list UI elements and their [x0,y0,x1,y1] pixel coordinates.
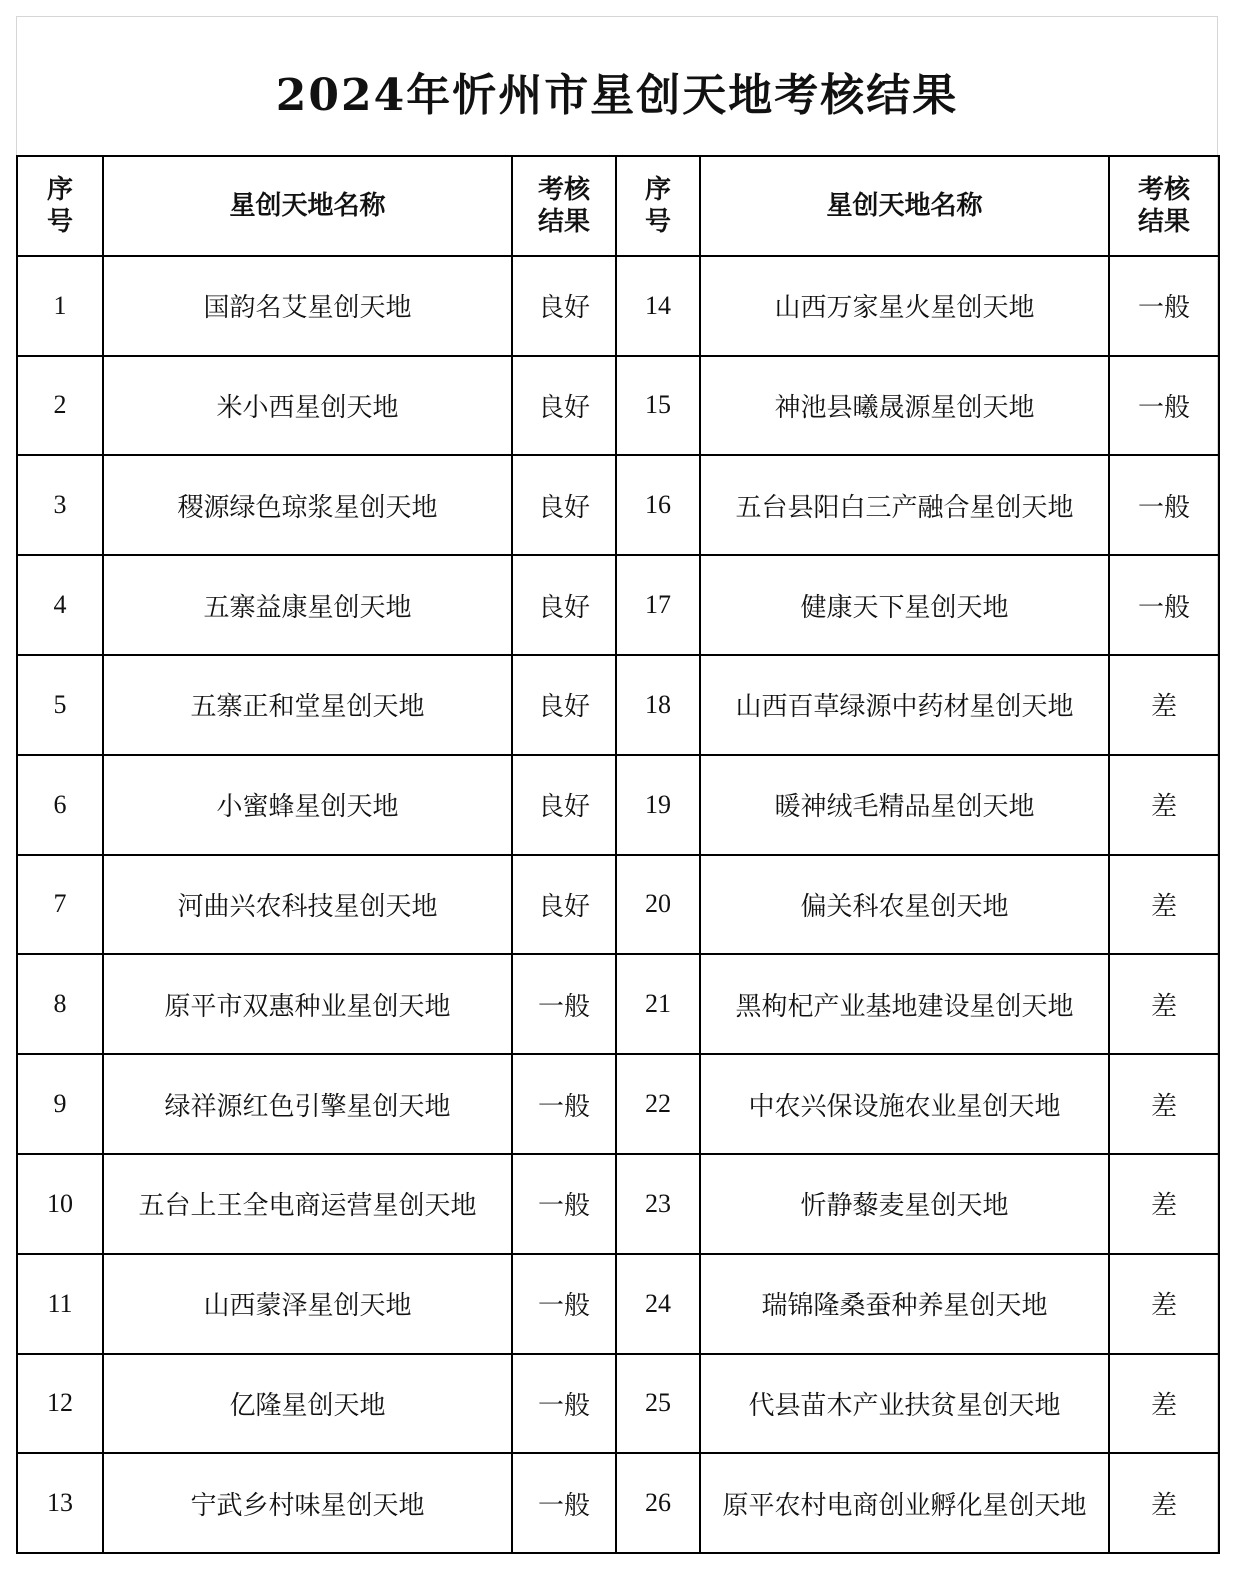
name-cell-left: 原平市双惠种业星创天地 [103,954,512,1054]
name-cell-right: 健康天下星创天地 [700,555,1109,655]
name-cell-right: 忻静藜麦星创天地 [700,1154,1109,1254]
header-result-line1: 考核 [537,174,590,205]
seq-cell-right: 24 [616,1254,700,1354]
seq-cell-left: 9 [17,1054,103,1154]
name-cell-right: 代县苗木产业扶贫星创天地 [700,1354,1109,1454]
seq-cell-right: 21 [616,954,700,1054]
seq-cell-right: 19 [616,755,700,855]
header-seq-line2: 号 [46,206,73,237]
name-cell-left: 五寨益康星创天地 [103,555,512,655]
seq-cell-right: 14 [616,256,700,356]
table-row [17,256,1219,356]
result-cell-left: 良好 [512,855,616,955]
results-table [16,155,1220,1554]
name-cell-left: 小蜜蜂星创天地 [103,755,512,855]
table-row [17,855,1219,955]
name-cell-left: 五台上王全电商运营星创天地 [103,1154,512,1254]
table-row [17,954,1219,1054]
table-row [17,1354,1219,1454]
name-cell-left: 国韵名艾星创天地 [103,256,512,356]
result-cell-right: 一般 [1109,356,1219,456]
seq-cell-left: 11 [17,1254,103,1354]
result-cell-right: 差 [1109,655,1219,755]
name-cell-left: 亿隆星创天地 [103,1354,512,1454]
table-row [17,555,1219,655]
result-cell-left: 一般 [512,1054,616,1154]
name-cell-left: 宁武乡村味星创天地 [103,1453,512,1553]
table-body [17,256,1219,1553]
table-row [17,1054,1219,1154]
name-cell-left: 山西蒙泽星创天地 [103,1254,512,1354]
page-title: 2024年忻州市星创天地考核结果 [275,70,959,121]
name-cell-right: 偏关科农星创天地 [700,855,1109,955]
table-row [17,455,1219,555]
result-cell-left: 良好 [512,356,616,456]
result-cell-right: 差 [1109,1254,1219,1354]
result-cell-right: 差 [1109,755,1219,855]
result-cell-right: 差 [1109,1354,1219,1454]
name-cell-left: 稷源绿色琼浆星创天地 [103,455,512,555]
name-cell-right: 瑞锦隆桑蚕种养星创天地 [700,1254,1109,1354]
result-cell-right: 差 [1109,1154,1219,1254]
seq-cell-left: 6 [17,755,103,855]
header-seq-line2: 号 [644,206,671,237]
name-cell-right: 山西万家星火星创天地 [700,256,1109,356]
seq-cell-left: 13 [17,1453,103,1553]
name-cell-right: 神池县曦晟源星创天地 [700,356,1109,456]
seq-cell-right: 20 [616,855,700,955]
seq-cell-right: 15 [616,356,700,456]
seq-cell-right: 16 [616,455,700,555]
header-seq-left [17,156,103,256]
header-seq-line1: 序 [46,174,73,205]
seq-cell-left: 7 [17,855,103,955]
seq-cell-right: 26 [616,1453,700,1553]
seq-cell-left: 1 [17,256,103,356]
header-result-right [1109,156,1219,256]
seq-cell-left: 12 [17,1354,103,1454]
result-cell-left: 一般 [512,1154,616,1254]
name-cell-right: 原平农村电商创业孵化星创天地 [700,1453,1109,1553]
result-cell-left: 良好 [512,755,616,855]
result-cell-right: 差 [1109,1054,1219,1154]
header-name-right: 星创天地名称 [700,156,1109,256]
result-cell-right: 差 [1109,954,1219,1054]
result-cell-left: 良好 [512,555,616,655]
seq-cell-right: 18 [616,655,700,755]
seq-cell-left: 5 [17,655,103,755]
seq-cell-right: 23 [616,1154,700,1254]
seq-cell-left: 10 [17,1154,103,1254]
table-row [17,1453,1219,1553]
header-result-line2: 结果 [1137,206,1190,237]
name-cell-right: 五台县阳白三产融合星创天地 [700,455,1109,555]
seq-cell-right: 17 [616,555,700,655]
table-row [17,1254,1219,1354]
seq-cell-right: 22 [616,1054,700,1154]
header-name-left: 星创天地名称 [103,156,512,256]
result-cell-left: 一般 [512,1354,616,1454]
name-cell-right: 暖神绒毛精品星创天地 [700,755,1109,855]
seq-cell-left: 8 [17,954,103,1054]
seq-cell-right: 25 [616,1354,700,1454]
result-cell-right: 一般 [1109,555,1219,655]
table-row [17,755,1219,855]
seq-cell-left: 3 [17,455,103,555]
table-row [17,1154,1219,1254]
result-cell-left: 良好 [512,455,616,555]
name-cell-left: 五寨正和堂星创天地 [103,655,512,755]
seq-cell-left: 2 [17,356,103,456]
result-cell-left: 一般 [512,1254,616,1354]
result-cell-left: 一般 [512,1453,616,1553]
name-cell-left: 河曲兴农科技星创天地 [103,855,512,955]
header-result-left [512,156,616,256]
result-cell-right: 一般 [1109,455,1219,555]
header-seq-right [616,156,700,256]
header-result-line2: 结果 [537,206,590,237]
name-cell-right: 山西百草绿源中药材星创天地 [700,655,1109,755]
header-seq-line1: 序 [644,174,671,205]
result-cell-left: 一般 [512,954,616,1054]
name-cell-left: 绿祥源红色引擎星创天地 [103,1054,512,1154]
document-sheet [16,16,1218,1554]
result-cell-left: 良好 [512,655,616,755]
table-row [17,655,1219,755]
result-cell-right: 差 [1109,855,1219,955]
result-cell-left: 良好 [512,256,616,356]
name-cell-right: 黑枸杞产业基地建设星创天地 [700,954,1109,1054]
header-result-line1: 考核 [1137,174,1190,205]
seq-cell-left: 4 [17,555,103,655]
result-cell-right: 差 [1109,1453,1219,1553]
name-cell-right: 中农兴保设施农业星创天地 [700,1054,1109,1154]
table-row [17,356,1219,456]
name-cell-left: 米小西星创天地 [103,356,512,456]
result-cell-right: 一般 [1109,256,1219,356]
header-row [17,156,1219,256]
